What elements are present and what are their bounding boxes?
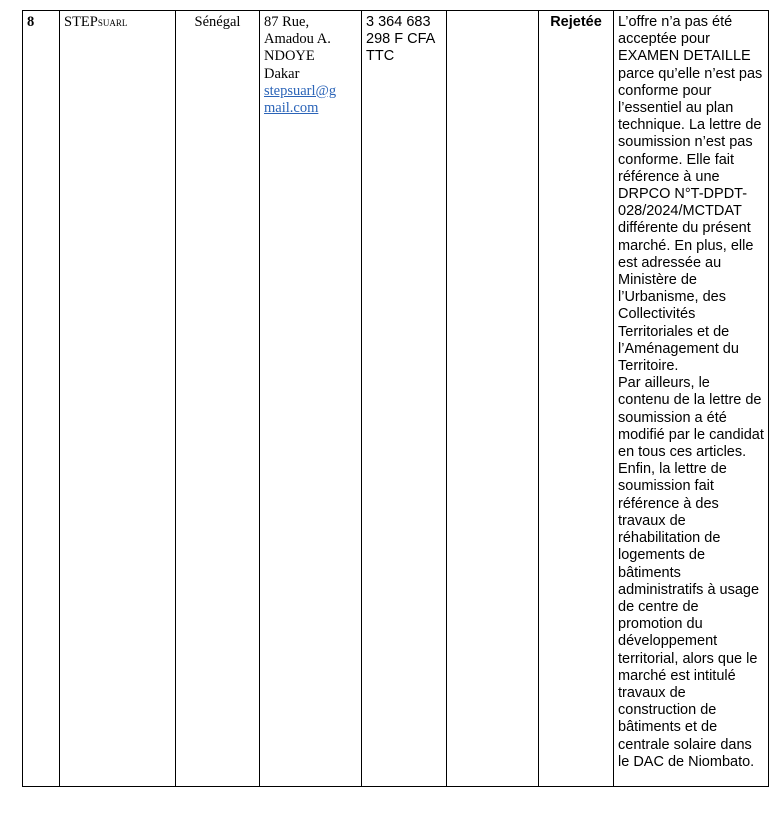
status-cell: Rejetée bbox=[539, 11, 614, 787]
address-line: Amadou A. bbox=[264, 31, 331, 48]
row-number: 8 bbox=[23, 11, 60, 787]
evaluation-table bbox=[22, 10, 769, 787]
company-name-cell bbox=[60, 11, 176, 787]
reason-paragraph: L’offre n’a pas été acceptée pour EXAMEN DETAILLE parce qu’elle n’est pas conforme pour l’essentiel au plan technique. La lettre de soumission n’est pas conforme. Elle fait référence à une DRPCO N°T-DPDT-028/2024/MCTDAT différente du présent marché. En plus, elle est adressée au Ministère de l’Urbanisme, des Collectivités Territoriales et de l’Aménagement du Territoire. bbox=[618, 14, 763, 375]
company-name: STEP bbox=[64, 14, 98, 30]
email-link-part2[interactable]: mail.com bbox=[264, 100, 319, 117]
table-row bbox=[23, 11, 769, 787]
address-line: Dakar bbox=[264, 65, 300, 82]
reason-paragraph: Par ailleurs, le contenu de la lettre de soumission a été modifié par le candidat en tous ces articles. bbox=[618, 375, 764, 461]
reason-cell bbox=[614, 11, 769, 787]
price-line: TTC bbox=[366, 48, 395, 65]
price-line: 3 364 683 bbox=[366, 14, 431, 30]
email-link-part1[interactable]: stepsuarl@g bbox=[264, 82, 337, 99]
country-cell: Sénégal bbox=[176, 11, 260, 787]
reason-paragraph: Enfin, la lettre de soumission fait référence à des travaux de réhabilitation de logements de bâtiments administratifs à usage de centre de promotion du développement territorial, alors que le marché est intitulé travaux de construction de bâtiments et de centrale solaire dans le DAC de Niombato. bbox=[618, 461, 760, 770]
address-line: NDOYE bbox=[264, 48, 315, 65]
price-cell bbox=[362, 11, 447, 787]
address-cell bbox=[260, 11, 362, 787]
price-line: 298 F CFA bbox=[366, 31, 436, 48]
empty-cell bbox=[447, 11, 539, 787]
company-suffix: SUARL bbox=[97, 18, 128, 28]
address-line: 87 Rue, bbox=[264, 14, 310, 30]
